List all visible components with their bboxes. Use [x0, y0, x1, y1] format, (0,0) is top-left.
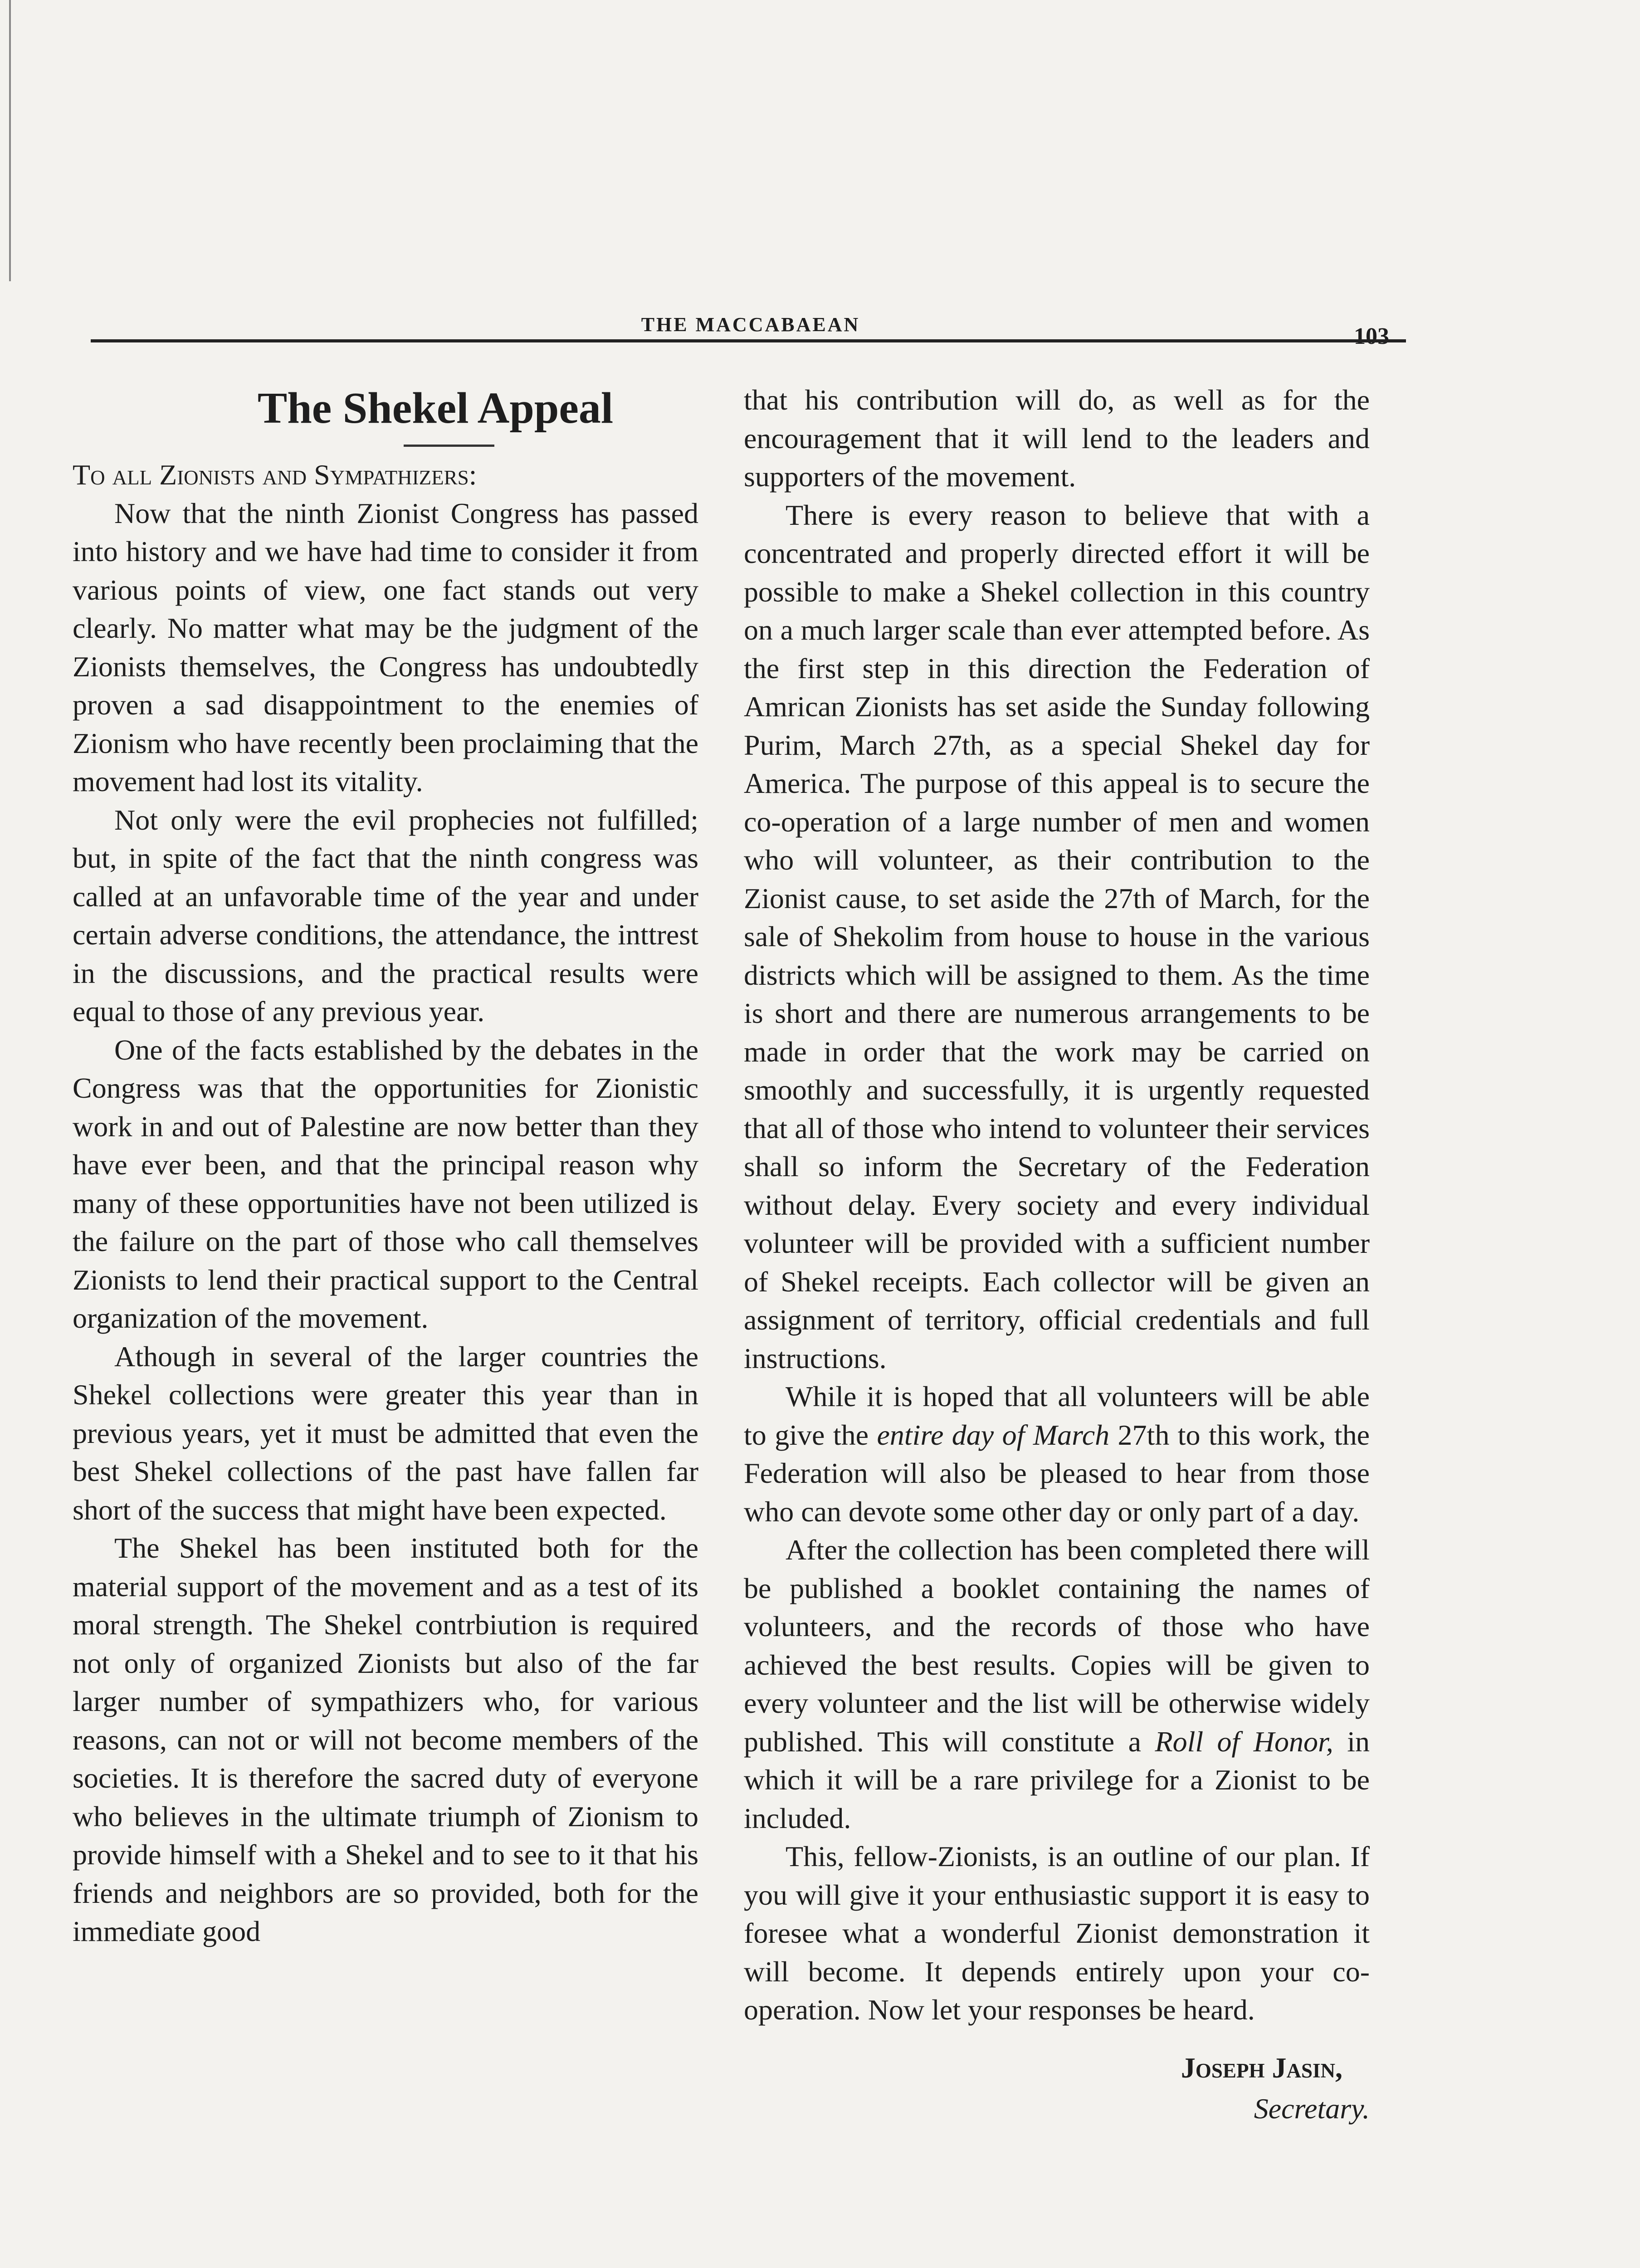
- signatory-role: Secretary.: [1254, 2092, 1370, 2125]
- right-column: [744, 381, 1370, 2129]
- left-column: [73, 381, 698, 1951]
- paragraph-continuation: that his contribution will do, as well as for the encouragement that it will lend to the leaders and supporters of the movement.: [744, 384, 1370, 493]
- running-head: THE MACCABAEAN: [641, 313, 860, 336]
- text-run: 27th to this work, the Federation will also be pleased to hear from those who can devote some other day or only part of a day.: [744, 1418, 1370, 1528]
- salutation: To all Zionists and Sympathizers:: [73, 459, 477, 491]
- paragraph-volunteers: [744, 1378, 1370, 1531]
- signature-block: [744, 2048, 1370, 2129]
- binding-edge-mark: [9, 0, 11, 281]
- paragraph-roll-of-honor: [744, 1531, 1370, 1838]
- text-run: While it is hoped that all volunteers will be able to give the: [744, 1380, 1370, 1451]
- paragraph: This, fellow-Zionists, is an outline of our plan. If you will give it your enthusiastic support it is easy to foresee what a wonderful Zionist demonstration it will become. It depends entirely upon your co-operation. Now let your responses be heard.: [744, 1840, 1370, 2026]
- paragraph: Not only were the evil prophecies not fulfilled; but, in spite of the fact that the ninth congress was called at an unfavorable time of the year and under certain adverse conditions, the attendance, the inttrest in the discussions, and the practical results were equal to those of any previous year.: [73, 803, 698, 1027]
- emphasis-text: entire day of March: [877, 1418, 1110, 1451]
- paragraph: Athough in several of the larger countries the Shekel collections were greater this year than in previous years, yet it must be admitted that even the best Shekel collections of the past have fallen far short of the success that might have been expected.: [73, 1340, 698, 1526]
- paragraph: One of the facts established by the debates in the Congress was that the opportunities for Zionistic work in and out of Palestine are now better than they have ever been, and that the principal reason why many of these opportunities have not been utilized is the failure on the part of those who call themselves Zionists to lend their practical support to the Central organization of the movement.: [73, 1033, 698, 1334]
- paragraph: There is every reason to believe that with a concentrated and properly directed effort it will be possible to make a Shekel collection in this country on a much larger scale than ever attempted before. As the first step in this direction the Federation of Amrican Zionists has set aside the Sunday following Purim, March 27th, as a special Shekel day for America. The purpose of this appeal is to secure the co-operation of a large number of men and women who will volunteer, as their contribution to the Zionist cause, to set aside the 27th of March, for the sale of Shekolim from house to house in the various districts which will be assigned to them. As the time is short and there are numerous arrangements to be made in order that the work may be carried on smoothly and successfully, it is urgently requested that all of those who intend to volunteer their services shall so inform the Secretary of the Federation without delay. Every society and every individual volunteer will be provided with a sufficient number of Shekel receipts. Each collector will be given an assignment of territory, official credentials and full instructions.: [744, 499, 1370, 1374]
- emphasis-text: Roll of Honor,: [1155, 1725, 1333, 1758]
- title-rule: [404, 445, 494, 447]
- signatory-name: Joseph Jasin,: [1181, 2051, 1342, 2084]
- text-run: After the collection has been completed there will be published a booklet containing the names of volunteers, and the records of those who have achieved the best results. Copies will be given to every volunteer and the list will be otherwise widely published. This will constitute a: [744, 1534, 1370, 1758]
- page-number: 103: [1354, 323, 1389, 349]
- paragraph: The Shekel has been instituted both for the material support of the movement and as a test of its moral strength. The Shekel contrbiution is required not only of organized Zionists but also of the far larger number of sympathizers who, for various reasons, can not or will not become members of the societies. It is therefore the sacred duty of everyone who believes in the ultimate triumph of Zionism to provide himself with a Shekel and to see to it that his friends and neighbors are so provided, both for the immediate good: [73, 1532, 698, 1947]
- header-rule: [91, 339, 1406, 342]
- paragraph: Now that the ninth Zionist Congress has passed into history and we have had time to consider it from various points of view, one fact stands out very clearly. No matter what may be the judgment of the Zionists themselves, the Congress has undoubtedly proven a sad disappointment to the enemies of Zionism who have recently been proclaiming that the movement had lost its vitality.: [73, 497, 698, 797]
- text-run: in which it will be a rare privilege for a Zionist to be included.: [744, 1725, 1370, 1834]
- article-title: The Shekel Appeal: [257, 384, 614, 433]
